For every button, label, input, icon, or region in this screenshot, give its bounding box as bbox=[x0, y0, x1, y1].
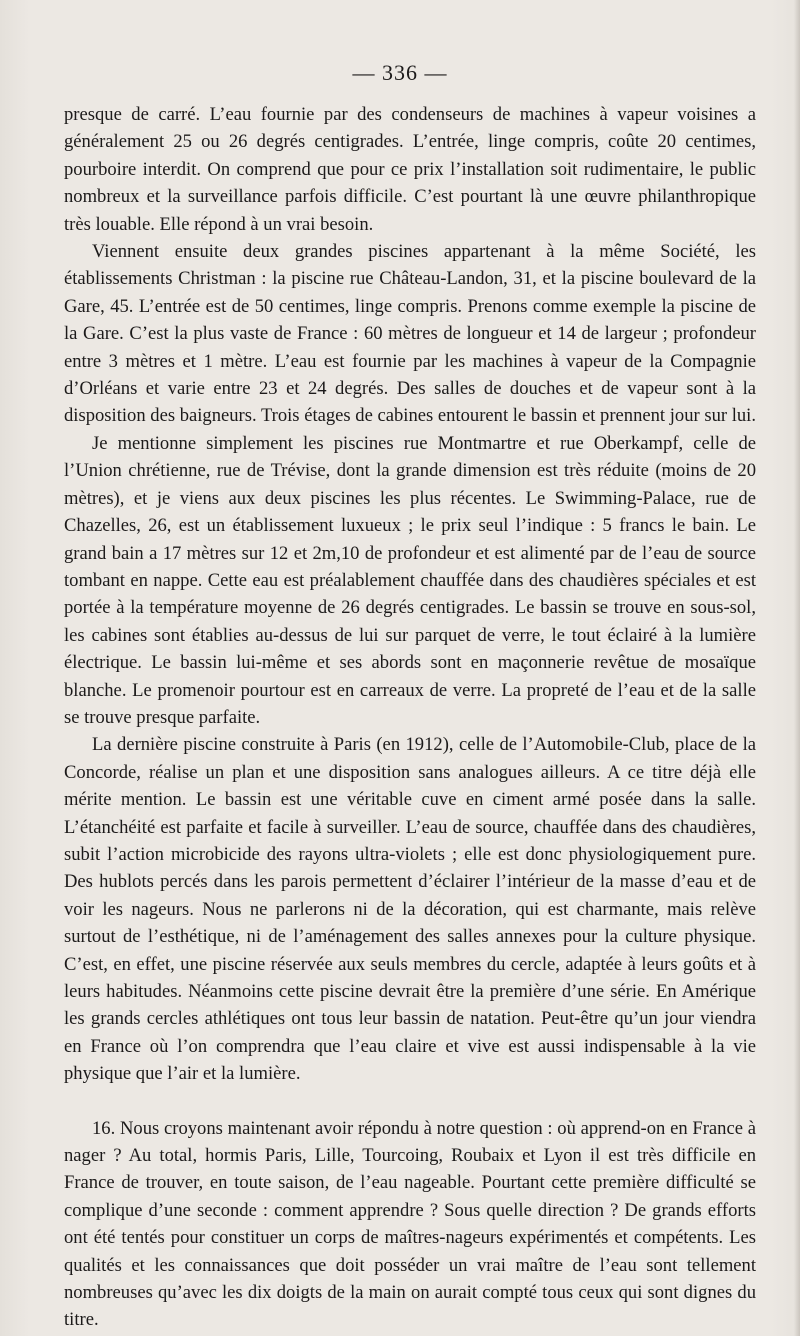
paragraph-section-16: 16. Nous croyons maintenant avoir répondu à notre question : où apprend-on en France à nager ? Au total, hormis Paris, Lille, Tourcoing, Roubaix et Lyon il est très difficile en France de trouver, en toute saison, de l’eau nageable. Pourtant cette première difficulté se complique d’une seconde : comment apprendre ? Sous quelle direction ? De grands efforts ont été tentés pour constituer un corps de maîtres-nageurs expérimentés et compétents. Les qualités et les connaissances que doit posséder un vrai maître de l’eau sont tellement nombreuses qu’avec les dix doigts de la main on aurait compté tous ceux qui sont dignes du titre. bbox=[64, 1117, 756, 1331]
page-edge-shadow bbox=[794, 0, 800, 1336]
paragraph-automobile-club: La dernière piscine construite à Paris (en 1912), celle de l’Automobile-Club, place de la Concorde, réalise un plan et une disposition sans analogues ailleurs. A ce titre déjà elle mérite mention. Le bassin est une véritable cuve en ciment armé posée dans la salle. L’étanchéité est parfaite et facile à surveiller. L’eau de source, chauffée dans des chaudières, subit l’action microbicide des rayons ultra-violets ; elle est donc physiologiquement pure. Des hublots percés dans les parois permettent d’éclairer l’intérieur de la masse d’eau et de voir les nageurs. Nous ne parlerons ni de la décoration, qui est charmante, mais relève surtout de l’esthétique, ni de l’aménagement des salles annexes pour la culture physique. C’est, en effet, une piscine réservée aux seuls membres du cercle, adaptée à leurs goûts et à leurs habitudes. Néanmoins cette piscine devrait être la première d’une série. En Amérique les grands cercles athlétiques ont tous leur bassin de natation. Peut-être qu’un jour viendra en France où l’on comprendra que l’eau claire et vive est aussi indispensable à la vie physique que l’air et la lumière. bbox=[64, 734, 756, 1085]
paragraph-continuation: presque de carré. L’eau fournie par des condenseurs de machines à vapeur voisines a généralement 25 ou 26 degrés centigrades. L’entrée, linge compris, coûte 20 centimes, pourboire interdit. On comprend que pour ce prix l’installation soit rudimentaire, le public nombreux et la surveillance parfois difficile. C’est pourtant là une œuvre philanthropique très louable. Elle répond à un vrai besoin. bbox=[64, 104, 756, 235]
paragraph-swimming-palace: Je mentionne simplement les piscines rue Montmartre et rue Oberkampf, celle de l’Union chrétienne, rue de Trévise, dont la grande dimension est très réduite (moins de 20 mètres), et je viens aux deux piscines les plus récentes. Le Swimming-Palace, rue de Chazelles, 26, est un établissement luxueux ; le prix seul l’indique : 5 francs le bain. Le grand bain a 17 mètres sur 12 et 2m,10 de profondeur et est alimenté par de l’eau de source tombant en nappe. Cette eau est préalablement chauffée dans des chaudières spéciales et est portée à la température moyenne de 26 degrés centigrades. Le bassin se trouve en sous-sol, les cabines sont établies au-dessus de lui sur parquet de verre, le tout éclairé à la lumière électrique. Le bassin lui-même et ses abords sont en maçonnerie revêtue de mosaïque blanche. Le promenoir pourtour est en carreaux de verre. La propreté de l’eau et de la salle se trouve presque parfaite. bbox=[64, 432, 756, 728]
page-number: — 336 — bbox=[352, 60, 448, 85]
paragraph-christman-pools: Viennent ensuite deux grandes piscines appartenant à la même Société, les établissements Christman : la piscine rue Château-Landon, 31, et la piscine boulevard de la Gare, 45. L’entrée est de 50 centimes, linge compris. Prenons comme exemple la piscine de la Gare. C’est la plus vaste de France : 60 mètres de longueur et 14 de largeur ; profondeur entre 3 mètres et 1 mètre. L’eau est fournie par les machines à vapeur de la Compagnie d’Orléans et varie entre 23 et 24 degrés. Des salles de douches et de vapeur sont à la disposition des baigneurs. Trois étages de cabines entourent le bassin et prennent jour sur lui. bbox=[64, 241, 756, 427]
body-text bbox=[64, 101, 756, 1334]
